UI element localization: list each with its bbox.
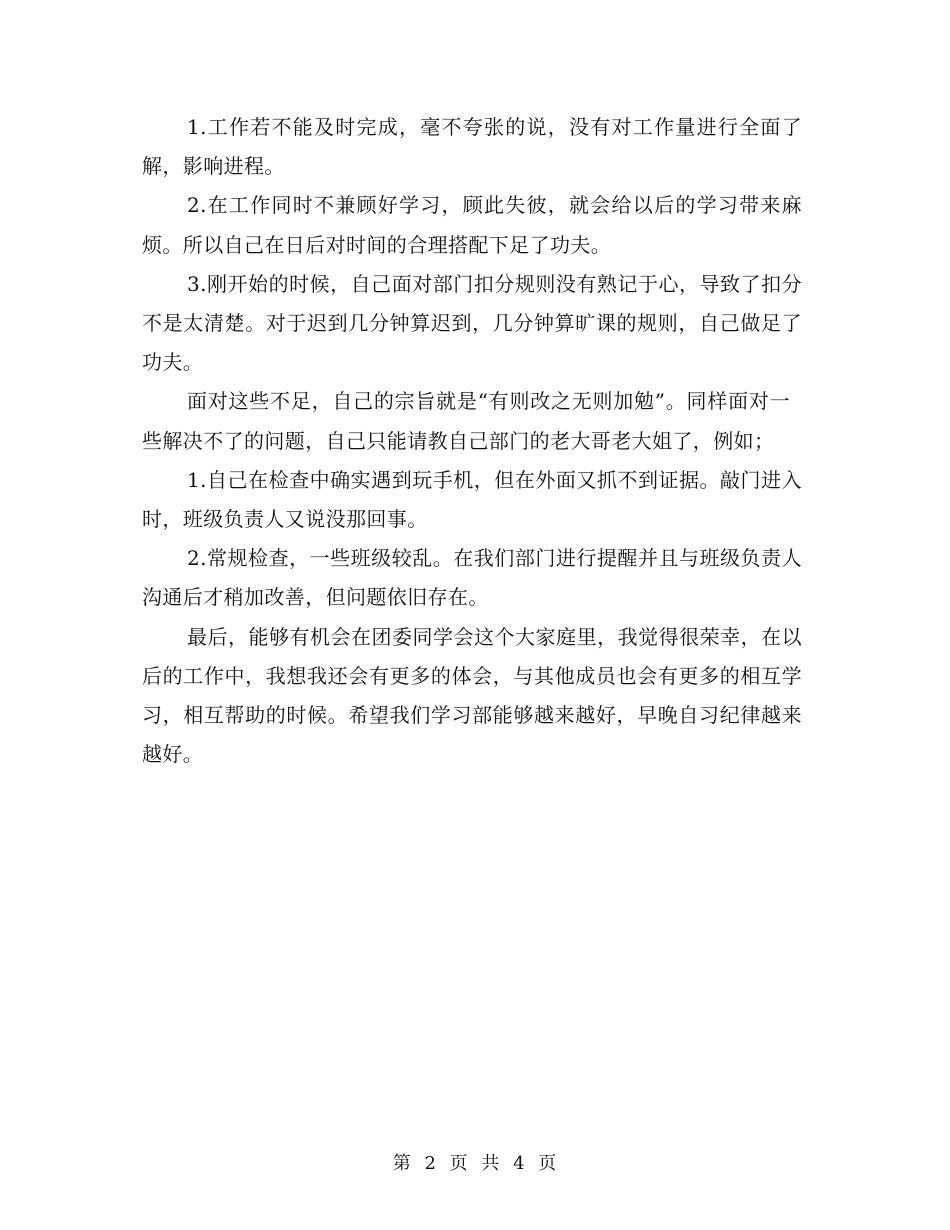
page-footer [0, 1152, 950, 1176]
paragraph-1: 1.工作若不能及时完成，毫不夸张的说，没有对工作量进行全面了解，影响进程。 [142, 115, 802, 179]
footer-prefix: 第 [392, 1153, 412, 1174]
paragraph-3: 3.刚开始的时候，自己面对部门扣分规则没有熟记于心，导致了扣分不是太清楚。对于迟到几分钟算迟到，几分钟算旷课的规则，自己做足了功夫。 [142, 271, 802, 375]
footer-page-word: 页 [449, 1153, 469, 1174]
footer-total-word: 共 [481, 1153, 501, 1174]
document-body [142, 108, 802, 774]
paragraph-6: 2.常规检查，一些班级较乱。在我们部门进行提醒并且与班级负责人沟通后才稍加改善，但问题依旧存在。 [142, 546, 802, 610]
footer-suffix: 页 [538, 1153, 558, 1174]
paragraph-5: 1.自己在检查中确实遇到玩手机，但在外面又抓不到证据。敲门进入时，班级负责人又说没那回事。 [142, 467, 802, 532]
paragraph-2: 2.在工作同时不兼顾好学习，顾此失彼，就会给以后的学习带来麻烦。所以自己在日后对时间的合理搭配下足了功夫。 [142, 193, 802, 257]
footer-total-pages: 4 [513, 1153, 526, 1174]
paragraph-4: 面对这些不足，自己的宗旨就是“有则改之无则加勉”。同样面对一些解决不了的问题，自己只能请教自己部门的老大哥老大姐了，例如； [142, 389, 790, 453]
paragraph-7: 最后，能够有机会在团委同学会这个大家庭里，我觉得很荣幸，在以后的工作中，我想我还会有更多的体会，与其他成员也会有更多的相互学习，相互帮助的时候。希望我们学习部能够越来越好，早晚自习纪律越来越好。 [142, 624, 802, 767]
footer-current-page: 2 [424, 1153, 437, 1174]
